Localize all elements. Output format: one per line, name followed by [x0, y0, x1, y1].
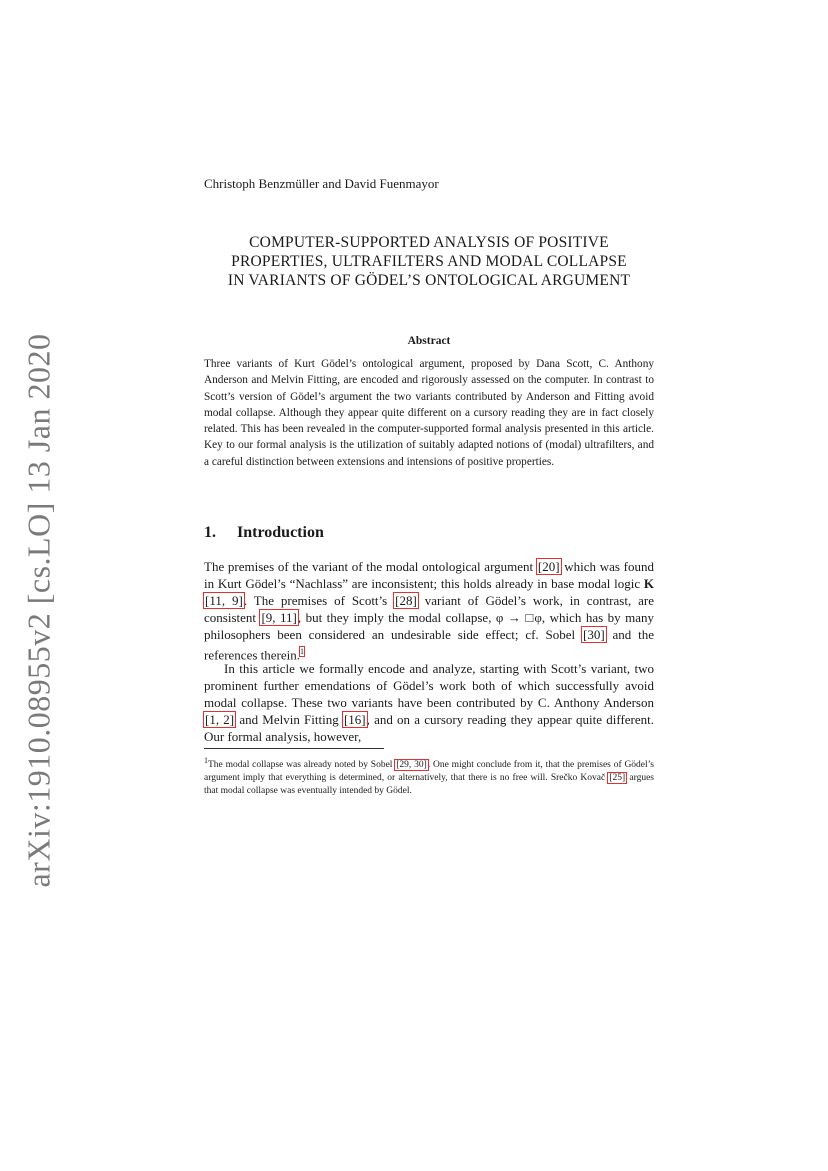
citation-link[interactable]: [9, 11] — [261, 610, 297, 625]
citation-link[interactable]: [28] — [395, 593, 417, 608]
title-line: IN VARIANTS OF GÖDEL’S ONTOLOGICAL ARGUMENT — [227, 272, 631, 289]
paper-title — [204, 233, 654, 290]
text-run: In this article we formally encode and analyze, starting with Scott’s variant, two prominent further emendations of Gödel’s work both of which successfully avoid modal collapse. These two variants have been contributed by C. Anthony Anderson — [204, 661, 654, 710]
arxiv-identifier-stamp — [20, 332, 57, 888]
footnote-mark: 1 — [204, 756, 208, 765]
abstract-heading: Abstract — [407, 335, 451, 347]
intro-paragraph-2 — [204, 660, 654, 745]
footnote — [204, 754, 654, 798]
text-run: and Melvin Fitting — [235, 712, 343, 727]
citation-link[interactable]: [20] — [537, 559, 560, 574]
citation-link[interactable]: [16] — [343, 712, 366, 727]
abstract-body: Three variants of Kurt Gödel’s ontological argument, proposed by Dana Scott, C. Anthony Anderson and Melvin Fitting, are encoded and rigorously assessed on the computer. In contrast to Scott’s version of Gödel’s argument the two variants contributed by Anderson and Fitting avoid modal collapse. Although they appear quite different on a cursory reading they are in fact closely related. This has been revealed in the computer-supported formal analysis presented in this article. Key to our formal analysis is the utilization of suitably adapted notions of (modal) ultrafilters, and a careful distinction between extensions and intensions of positive properties. — [204, 358, 654, 468]
footnote-divider — [204, 748, 384, 749]
text-run: . The premises of Scott’s — [243, 593, 395, 608]
footnote-link[interactable]: 1 — [300, 647, 304, 656]
citation-link[interactable]: [29, 30] — [396, 760, 427, 771]
text-run: which was found in Kurt Gödel’s “Nachlass” are inconsistent; this holds already in base modal logic — [204, 559, 654, 591]
text-run: argues that modal collapse was eventually intended by Gödel. — [204, 773, 654, 797]
text-run: , and on a cursory reading they appear quite different. Our formal analysis, however, — [204, 712, 655, 744]
arxiv-identifier-text: arXiv:1910.08955v2 [cs.LO] 13 Jan 2020 — [20, 332, 57, 888]
citation-link[interactable]: [30] — [582, 627, 605, 642]
citation-link[interactable]: [25] — [609, 773, 626, 784]
section-title: Introduction — [237, 524, 324, 541]
title-line: COMPUTER-SUPPORTED ANALYSIS OF POSITIVE — [249, 234, 609, 251]
title-line: PROPERTIES, ULTRAFILTERS AND MODAL COLLAPSE — [231, 253, 627, 270]
logic-k-symbol: K — [643, 576, 654, 591]
text-run: , but they imply the modal collapse, φ → □φ, which has by many philosophers been considered an undesirable side effect; cf. Sobel — [204, 610, 654, 642]
intro-paragraph-1 — [204, 558, 654, 663]
citation-link[interactable]: [11, 9] — [205, 593, 243, 608]
text-run: and the references therein. — [204, 627, 655, 663]
text-run: The premises of the variant of the modal ontological argument — [204, 559, 537, 574]
text-run: variant of Gödel’s work, in contrast, are consistent — [204, 593, 654, 625]
section-number: 1. — [204, 524, 216, 541]
text-run: . One might conclude from it, that the premises of Gödel’s argument imply that everything is determined, or alternatively, that there is no free will. Srečko Kovač — [204, 760, 654, 784]
citation-link[interactable]: [1, 2] — [205, 712, 235, 727]
section-heading — [204, 524, 654, 542]
author-line: Christoph Benzmüller and David Fuenmayor — [204, 176, 439, 191]
text-run: The modal collapse was already noted by Sobel — [208, 760, 396, 771]
